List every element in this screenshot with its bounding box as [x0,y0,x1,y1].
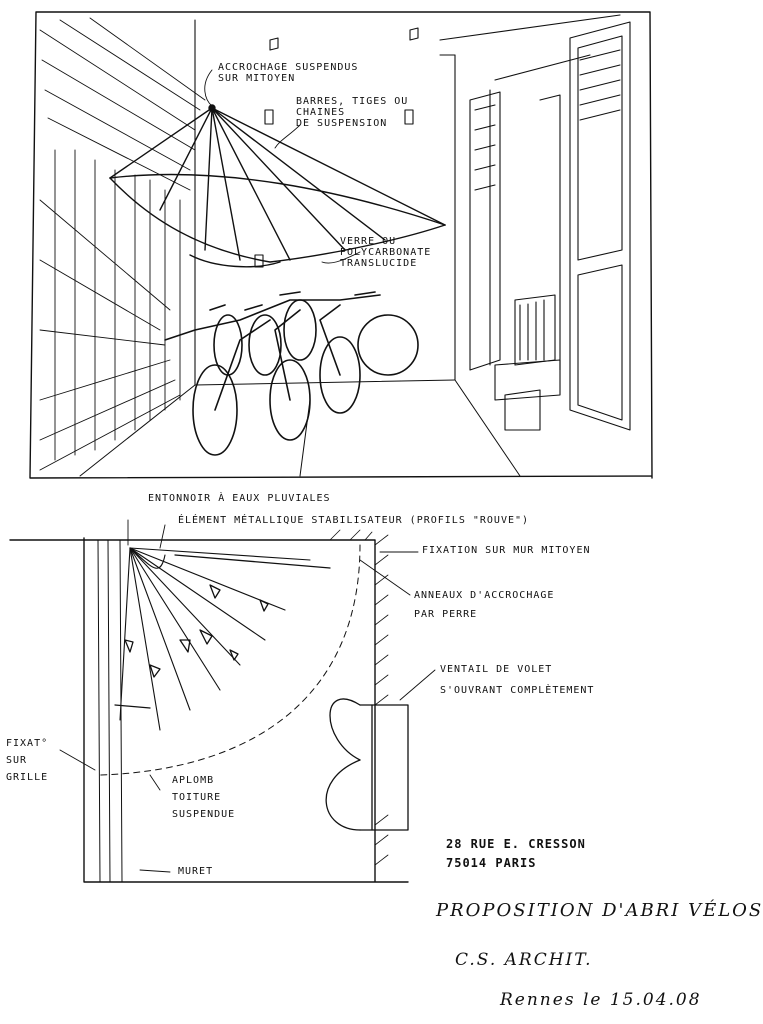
title-proposition: PROPOSITION D'ABRI VÉLOS [436,900,763,921]
label-fixat-line1: FIXAT° [6,738,49,749]
label-anneaux-line1: ANNEAUX D'ACCROCHAGE [414,590,555,601]
plan-leaders [60,520,435,872]
address-street: 28 RUE E. CRESSON [446,837,586,851]
address-block [446,838,586,870]
plan-view [10,520,435,882]
title-author: C.S. ARCHIT. [455,950,593,970]
label-verre-line2: POLYCARBONATE [340,247,432,258]
label-ventail-line2: S'OUVRANT COMPLÈTEMENT [440,685,595,696]
label-ventail [440,664,594,696]
label-element: ÉLÉMENT MÉTALLIQUE STABILISATEUR (PROFILS "ROUVE") [178,515,530,526]
label-fixat-line2: SUR [6,755,28,766]
label-accrochage-line2: SUR MITOYEN [218,73,296,84]
label-accrochage [218,62,358,84]
plan-frame [10,538,408,882]
floor-lines [80,380,520,476]
label-aplomb [172,775,235,820]
label-barres [296,96,408,129]
party-wall-hatch [330,530,388,865]
label-fixation: FIXATION SUR MUR MITOYEN [422,545,591,556]
label-accrochage-line1: ACCROCHAGE SUSPENDUS [218,62,359,73]
left-wall [40,18,205,470]
plan-bikes [115,555,330,708]
label-anneaux-line2: PAR PERRE [414,609,478,620]
title-date: Rennes le 15.04.08 [500,990,702,1010]
right-facade [440,15,630,430]
label-barres-line1: BARRES, TIGES OU [296,96,409,107]
label-aplomb-line2: TOITURE [172,792,222,803]
muret [98,540,122,882]
label-barres-line3: DE SUSPENSION [296,118,388,129]
address-city: 75014 PARIS [446,856,537,871]
label-barres-line2: CHAINES [296,107,346,118]
label-verre [340,236,431,269]
canopy-plumb-line [100,545,360,775]
label-aplomb-line3: SUSPENDUE [172,809,236,820]
label-verre-line3: TRANSLUCIDE [340,258,418,269]
label-entonnoir: ENTONNOIR À EAUX PLUVIALES [148,493,331,504]
bicycles [165,292,418,455]
label-aplomb-line1: APLOMB [172,775,215,786]
label-fixat [6,738,48,783]
label-muret: MURET [178,866,214,877]
label-fixat-line3: GRILLE [6,772,49,783]
label-ventail-line1: VENTAIL DE VOLET [440,664,553,675]
canopy-ribs [120,548,310,730]
shutter-leaf [326,699,408,830]
label-verre-line1: VERRE OU [340,236,397,247]
label-anneaux [414,590,554,620]
